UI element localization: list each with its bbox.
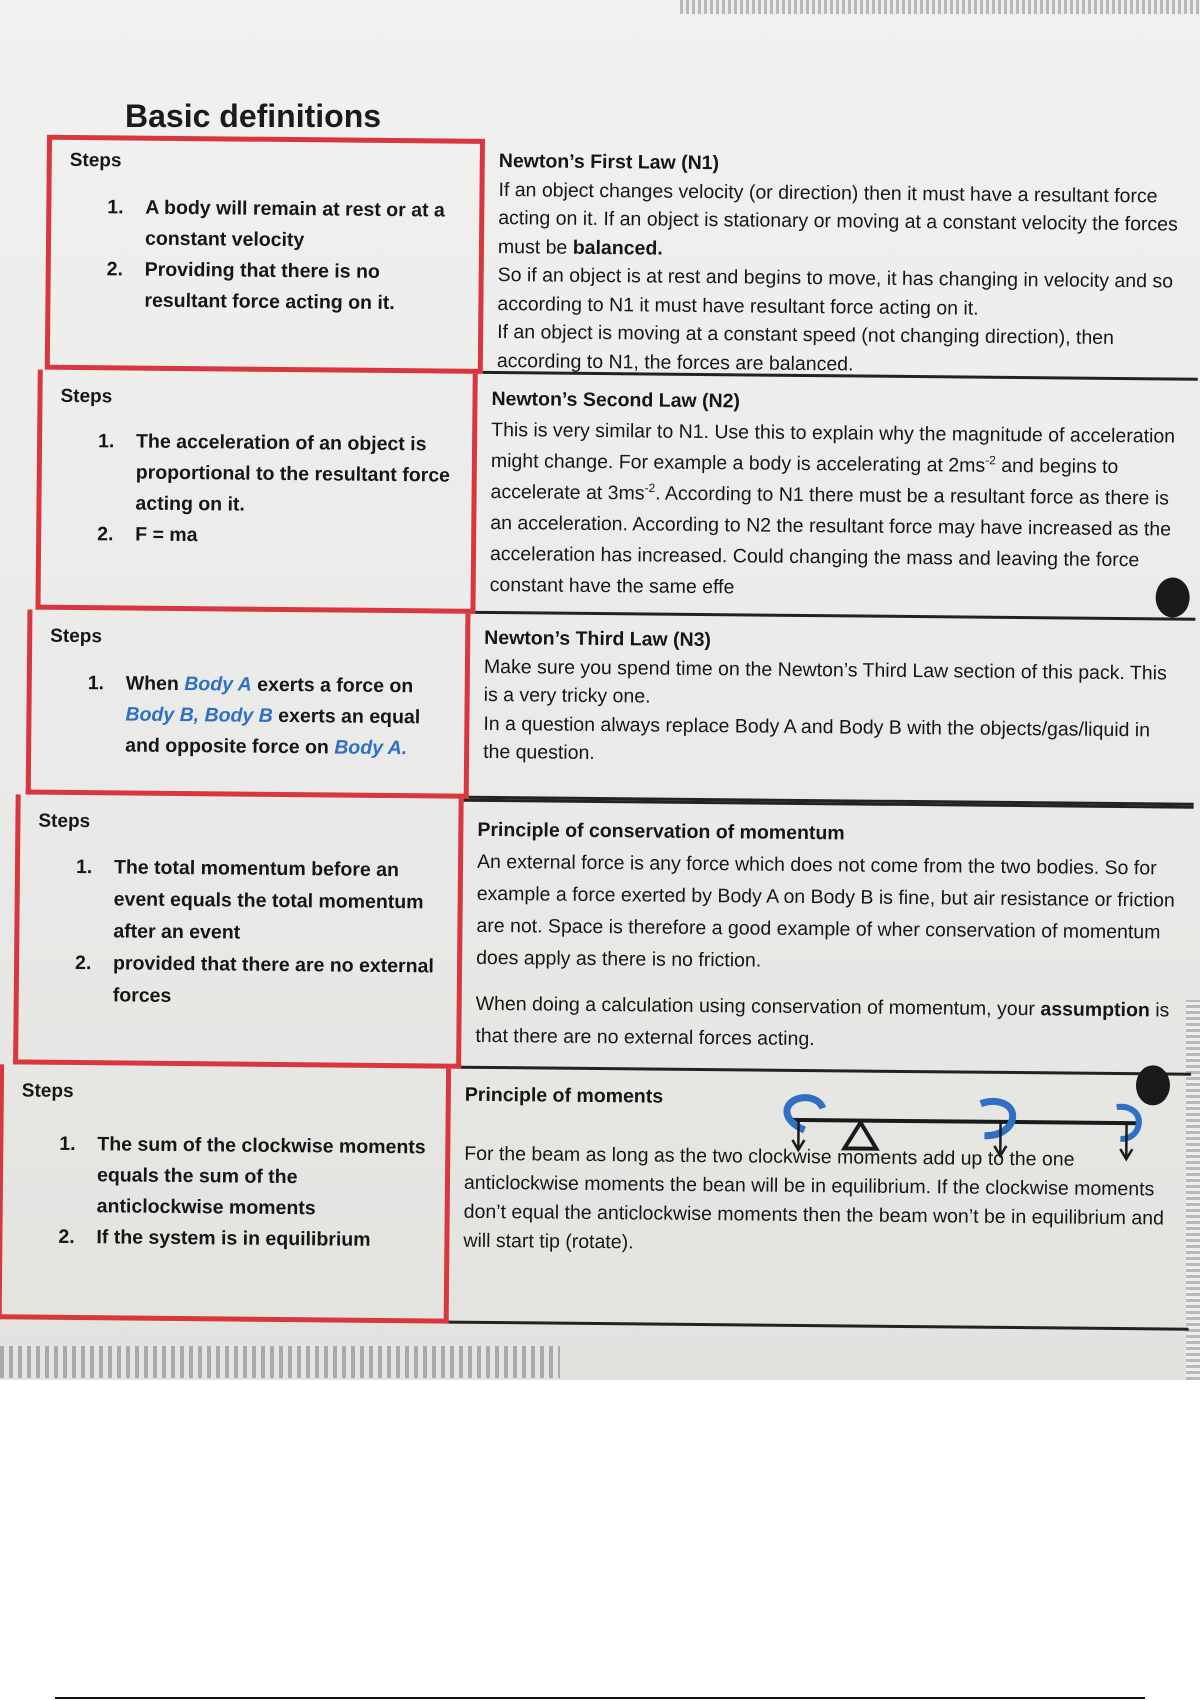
steps-list <box>37 851 441 1015</box>
body-a-label: Body A <box>184 673 252 696</box>
hole-punch-icon <box>1155 577 1189 617</box>
law-heading: Newton’s Second Law (N2) <box>491 387 741 413</box>
table-row <box>0 1064 1191 1331</box>
bottom-divider <box>55 1697 1145 1699</box>
list-item: 2. Providing that there is no resultant force acting on it. <box>106 258 395 315</box>
law-heading: Newton’s First Law (N1) <box>498 150 720 175</box>
steps-list <box>68 192 461 320</box>
law-heading: Principle of conservation of momentum <box>477 818 845 845</box>
paragraph: When doing a calculation using conservation of momentum, your assumption is that there are no external forces acting. <box>475 992 1170 1051</box>
explanation-cell <box>475 374 1197 621</box>
list-item: 1. The total momentum before an event equals the total momentum after an event <box>75 856 424 944</box>
paragraph: For the beam as long as the two clockwise moments add up to the one anticlockwise moments the bean will be in equilibrium. If the clockwise moments don’t equal the anticlockwise moments then the beam won’t be in equilibrium and will start tip (rotate). <box>463 1142 1165 1254</box>
explanation-cell <box>469 614 1196 806</box>
definitions-table <box>0 134 1200 1345</box>
list-item: 2. provided that there are no external forces <box>74 951 434 1007</box>
beam-icon <box>789 1120 1141 1123</box>
paragraph: An external force is any force which does not come from the two bodies. So for example a force exerted by Body A on Body B is fine, but air resistance or friction are not. Space is therefore a good example of wher conservation of momentum does apply as there is no friction. <box>476 850 1175 972</box>
steps-cell <box>35 370 477 614</box>
paragraph: Make sure you spend time on the Newton’s Third Law section of this pack. This is a very tricky one. <box>483 655 1167 708</box>
steps-list <box>49 668 447 765</box>
table-row <box>0 369 1198 621</box>
steps-label: Steps <box>21 1080 74 1102</box>
steps-list <box>20 1128 427 1256</box>
table-row <box>0 794 1194 1076</box>
steps-cell <box>26 610 471 799</box>
steps-cell <box>45 135 485 374</box>
law-heading: Newton’s Third Law (N3) <box>484 626 712 652</box>
paragraph: If an object is moving at a constant speed (not changing direction), then according to N1, the forces are balanced. <box>496 321 1115 375</box>
clockwise-arrow-icon <box>980 1101 1012 1136</box>
steps-label: Steps <box>69 149 122 172</box>
binding-strip-bottom <box>0 1346 560 1378</box>
list-item: 1. The acceleration of an object is proportional to the resultant force acting on it. <box>97 430 451 516</box>
steps-list <box>59 426 454 554</box>
body-b-label: Body B, <box>125 703 200 727</box>
steps-cell <box>0 1064 451 1323</box>
explanation-cell <box>461 799 1194 1076</box>
paragraph: In a question always replace Body A and Body B with the objects/gas/liquid in the question. <box>483 712 1151 764</box>
law-heading: Principle of moments <box>464 1083 664 1108</box>
anticlockwise-arrow-icon <box>787 1097 823 1130</box>
pivot-icon <box>844 1122 876 1148</box>
steps-label: Steps <box>38 810 91 833</box>
binding-strip-top <box>680 0 1200 14</box>
table-row <box>0 134 1200 381</box>
beam-diagram <box>770 1090 1151 1164</box>
list-item: 1. The sum of the clockwise moments equals the sum of the anticlockwise moments <box>59 1132 426 1220</box>
hole-punch-icon <box>1136 1065 1170 1105</box>
list-item: 1. When Body A exerts a force on Body B, Body B exerts an equal and opposite force on Body A. <box>87 672 421 760</box>
steps-cell <box>13 794 464 1068</box>
list-item: 1. A body will remain at rest or at a constant velocity <box>107 196 445 252</box>
steps-label: Steps <box>60 385 113 408</box>
steps-label: Steps <box>50 625 103 648</box>
page-title: Basic definitions <box>125 98 382 134</box>
explanation-cell <box>483 139 1200 381</box>
explanation-cell <box>449 1069 1191 1331</box>
body-b-label: Body B <box>204 704 273 727</box>
body-a-label: Body A. <box>334 736 408 760</box>
list-item: 2. F = ma <box>97 523 198 547</box>
paragraph: This is very similar to N1. Use this to explain why the magnitude of acceleration might change. For example a body is accelerating at $2ms^{-2}$ and begins to accelerate at $3ms^{-2}$. According to N1 there must be a resultant force as there is an acceleration. According to N2 the resultant force may have increased as the acceleration has increased. Could changing the mass and leaving the force constant have the same effe <box>489 418 1176 599</box>
paragraph: So if an object is at rest and begins to move, it has changing in velocity and so according to N1 it must have resultant force acting on it. <box>497 264 1174 320</box>
list-item: 2. If the system is in equilibrium <box>58 1225 371 1251</box>
paragraph: If an object changes velocity (or direction) then it must have a resultant force acting on it. If an object is stationary or moving at a constant velocity the forces must be balanced. <box>497 178 1178 260</box>
table-row <box>0 609 1195 806</box>
